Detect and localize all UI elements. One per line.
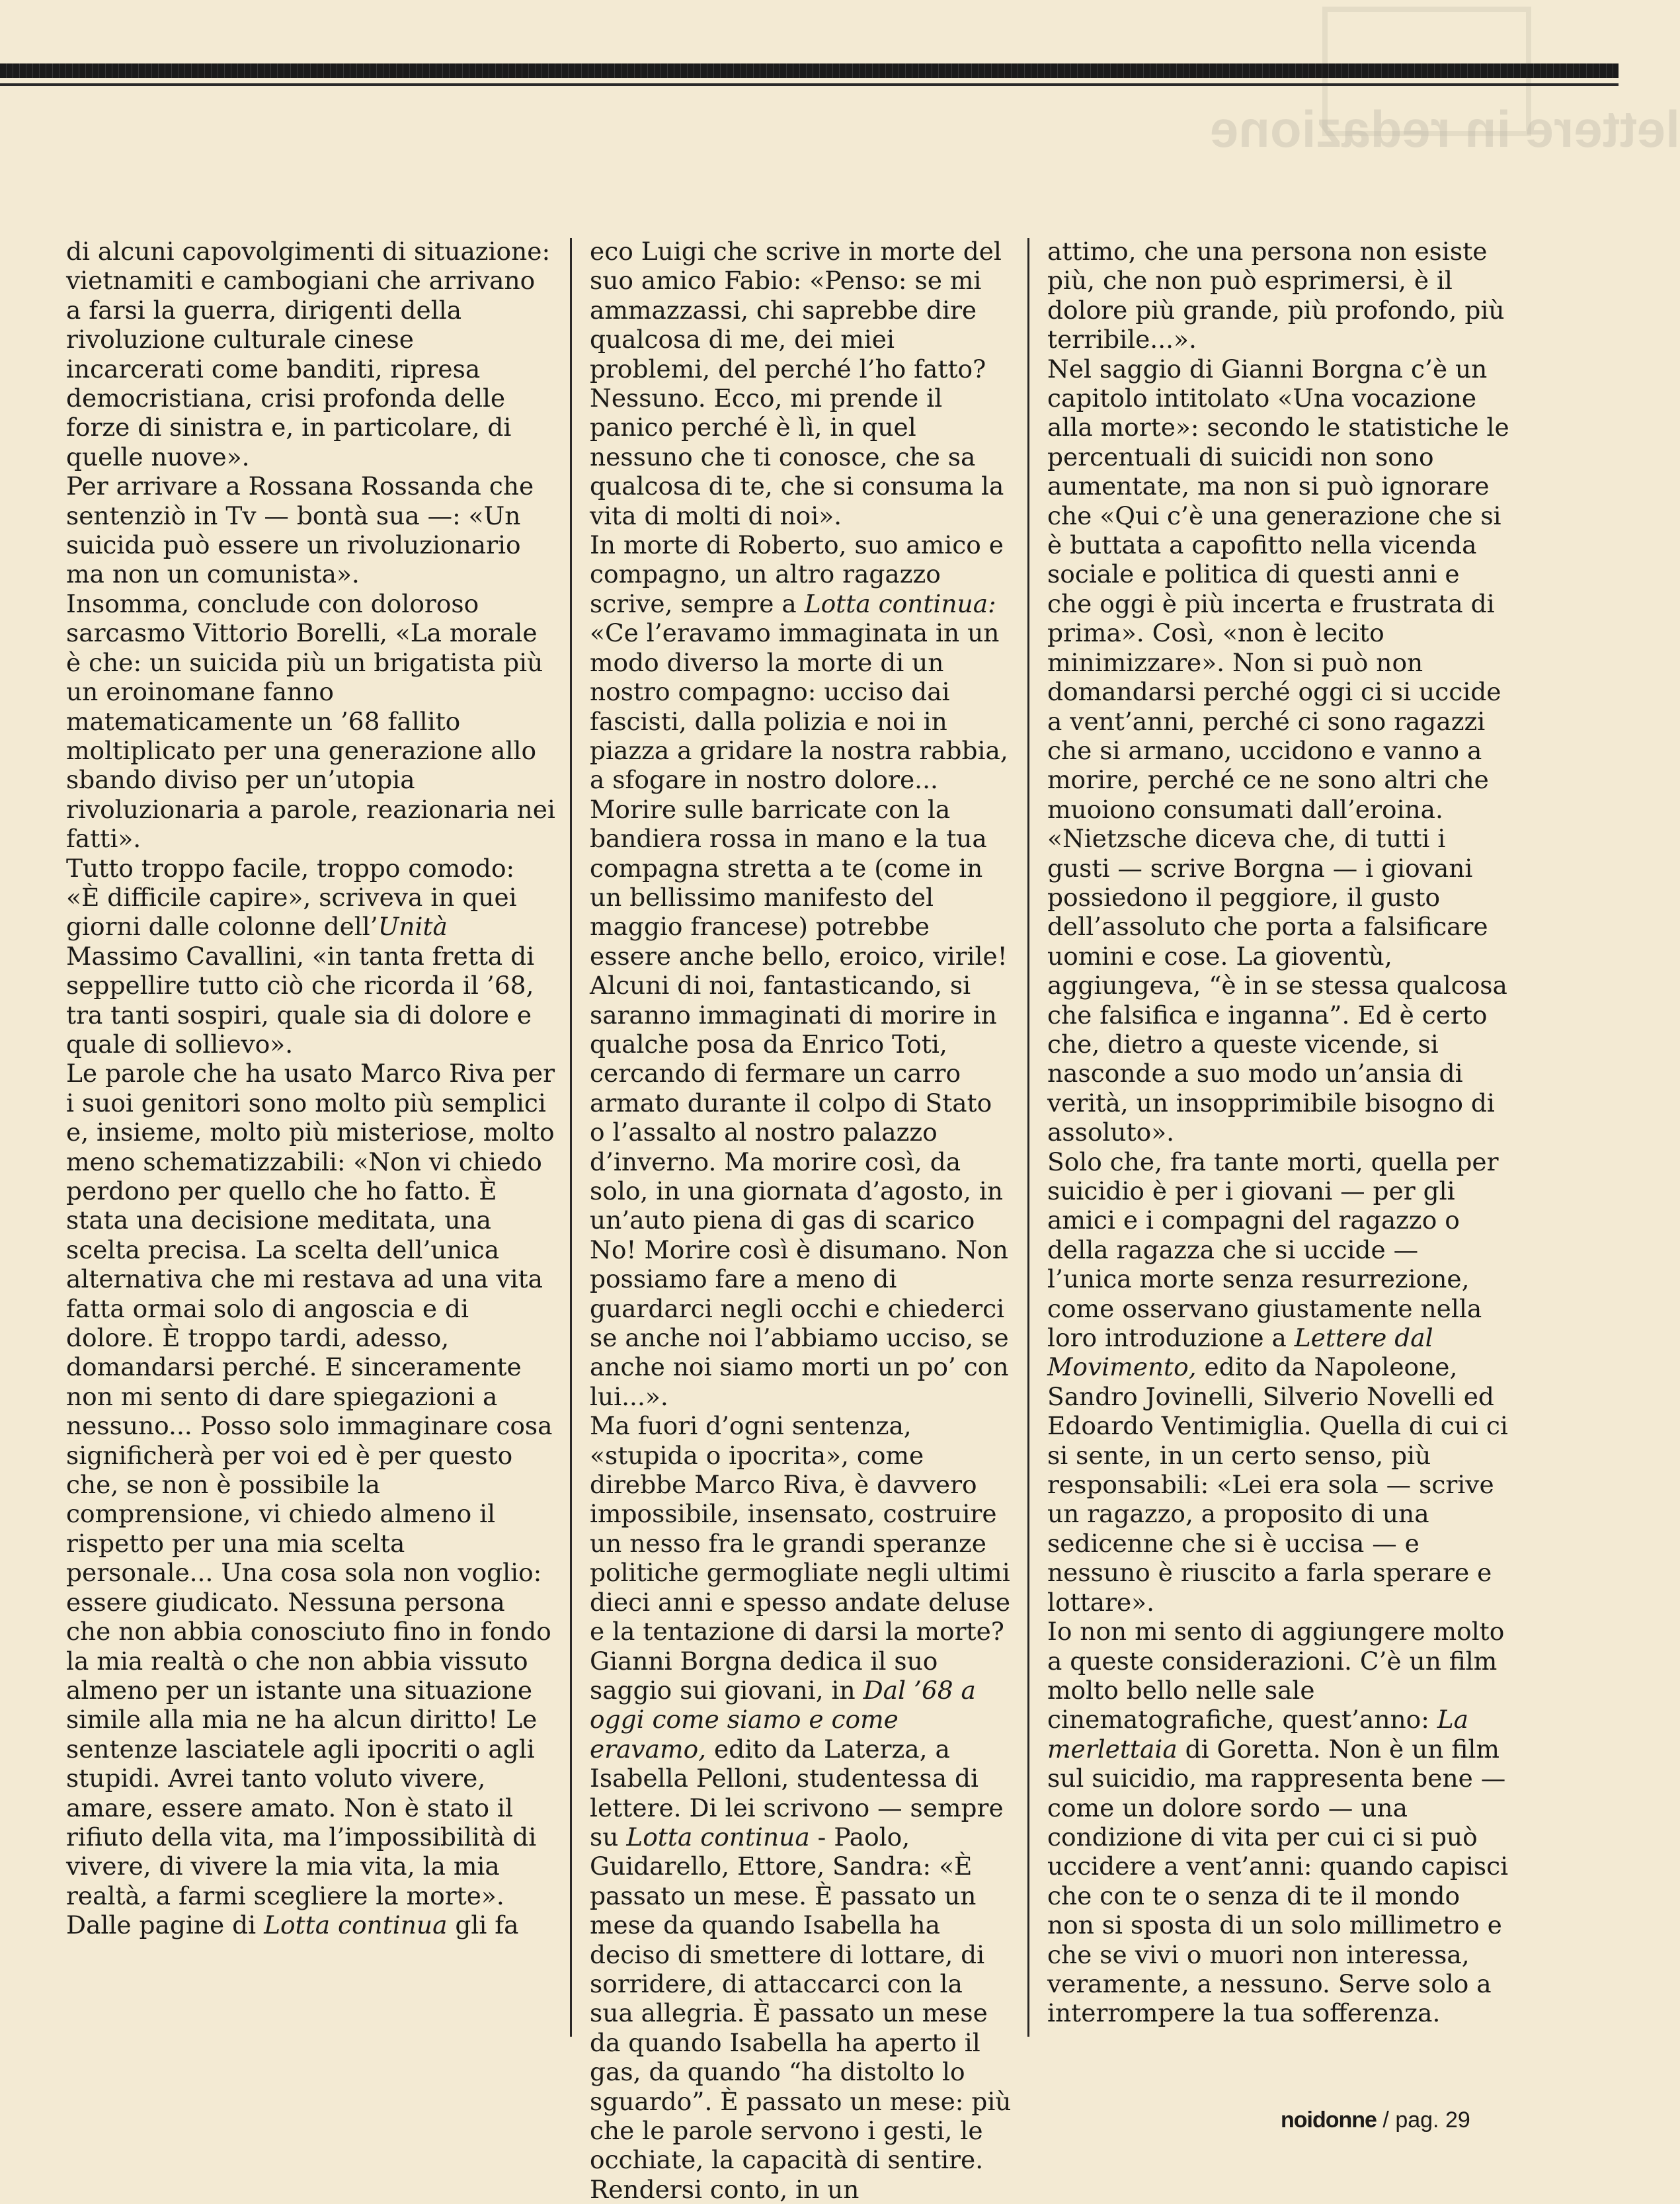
paragraph-text: di alcuni capovolgimenti di situazione: vietnamiti e cambogiani che arrivano a farsi la guerra, dirigenti della rivoluzione culturale cinese incarcerati come banditi, ripresa democristiana, crisi profonda delle forze di sinistra e, in particolare, di quelle nuove».	[66, 237, 550, 471]
italic-title-text: Lettere dal Movimento,	[1047, 1323, 1433, 1381]
paragraph-text: Nel saggio di Gianni Borgna c’è un capitolo intitolato «Una vocazione alla morte»: secondo le statistiche le percentuali di suicidi non sono aumentate, ma non si può ignorare che «Qui c’è una generazione che si è buttata a capofitto nella vicenda sociale e politica di questi anni e che oggi è più incerta e frustrata di prima». Così, «non è lecito minimizzare». Non si può non domandarsi perché oggi ci si uccide a vent’anni, perché ci sono ragazzi che si armano, uccidono e vanno a morire, perché ce ne sono altri che muoiono consumati dall’eroina.	[1047, 354, 1509, 824]
paragraph	[1047, 354, 1510, 825]
italic-title-text: Unità	[378, 912, 448, 941]
page-number: pag. 29	[1395, 2107, 1470, 2133]
italic-title-text: Lotta continua:	[805, 589, 996, 618]
italic-title-text: La merlettaia	[1047, 1705, 1468, 1763]
paragraph	[1047, 1617, 1510, 2028]
paragraph-text: Insomma, conclude con doloroso sarcasmo Vittorio Borelli, «La morale è che: un suicida più un brigatista più un eroinomane fanno matematicamente un ’68 fallito moltiplicato per una generazione allo sbando diviso per un’utopia rivoluzionaria a parole, reazionaria nei fatti».	[66, 589, 555, 853]
italic-title-text: Lotta continua	[626, 1822, 809, 1852]
paragraph-text: di Goretta. Non è un film sul suicidio, ma rappresenta bene — come un dolore sordo — una condizione di vita per cui ci si può uccidere a vent’anni: quando capisci che con te o senza di te il mondo non si sposta di un solo millimetro e che se vivi o muori non interessa, veramente, a nessuno. Serve solo a interrompere la tua sofferenza.	[1047, 1735, 1508, 2028]
paragraph	[590, 1647, 1013, 2204]
paragraph	[66, 1059, 555, 1910]
paragraph-text: gli fa	[447, 1910, 518, 1939]
paragraph-text: Solo che, fra tante morti, quella per suicidio è per i giovani — per gli amici e i compagni del ragazzo o della ragazza che si uccide — l’unica morte senza resurrezione, come osservano giustamente nella loro introduzione a	[1047, 1147, 1499, 1352]
paragraph-text: edito da Napoleone, Sandro Jovinelli, Silverio Novelli ed Edoardo Ventimiglia. Quella di cui ci si sente, in un certo senso, più responsabili: «Lei era sola — scrive un ragazzo, a proposito di una sedicenne che si è uccisa — e nessuno è riuscito a farla sperare e lottare».	[1047, 1352, 1508, 1616]
paragraph-text: Io non mi sento di aggiungere molto a queste considerazioni. C’è un film molto bello nelle sale cinematografiche, quest’anno:	[1047, 1617, 1504, 1734]
paragraph	[66, 589, 555, 854]
italic-title-text: Lotta continua	[264, 1910, 447, 1939]
paragraph-text: In morte di Roberto, suo amico e compagno, un altro ragazzo scrive, sempre a	[590, 530, 1004, 618]
paragraph-text: edito da Laterza, a Isabella Pelloni, studentessa di lettere. Di lei scrivono — sempre su	[590, 1735, 1004, 1852]
top-rule	[0, 63, 1619, 78]
paragraph-text: Le parole che ha usato Marco Riva per i suoi genitori sono molto più semplici e, insieme, molto più misteriose, molto meno schematizzabili: «Non vi chiedo perdono per quello che ho fatto. È stata una decisione meditata, una scelta precisa. La scelta dell’unica alternativa che mi restava ad una vita fatta ormai solo di angoscia e di dolore. È troppo tardi, adesso, domandarsi perché. E sinceramente non mi sento di dare spiegazioni a nessuno... Posso solo immaginare cosa significherà per voi ed è per questo che, se non è possibile la comprensione, vi chiedo almeno il rispetto per una mia scelta personale... Una cosa sola non voglio: essere giudicato. Nessuna persona che non abbia conosciuto fino in fondo la mia realtà o che non abbia vissuto almeno per un istante una situazione simile alla mia ne ha alcun diritto! Le sentenze lasciatele agli ipocriti o agli stupidi. Avrei tanto voluto vivere, amare, essere amato. Non è stato il rifiuto della vita, ma l’impossibilità di vivere, di vivere la mia vita, la mia realtà, a farmi scegliere la morte».	[66, 1059, 555, 1910]
top-rule-thin	[0, 83, 1619, 86]
magazine-name: noidonne	[1281, 2107, 1377, 2133]
footer-separator: /	[1382, 2107, 1388, 2133]
column-divider-1	[570, 238, 572, 2037]
article-column-1	[66, 237, 555, 2042]
paragraph	[590, 1411, 1013, 1646]
paragraph-text: attimo, che una persona non esiste più, che non può esprimersi, è il dolore più grande, più profondo, più terribile...».	[1047, 237, 1505, 354]
paragraph	[66, 854, 555, 1059]
paragraph-text: Tutto troppo facile, troppo comodo: «È difficile capire», scriveva in quei giorni dalle colonne dell’	[66, 854, 517, 942]
paragraph	[66, 237, 555, 471]
paragraph	[590, 237, 1013, 530]
column-divider-2	[1027, 238, 1029, 2037]
paragraph-text: Ma fuori d’ogni sentenza, «stupida o ipocrita», come direbbe Marco Riva, è davvero impossibile, insensato, costruire un nesso fra le grandi speranze politiche germogliate negli ultimi dieci anni e spesso andate deluse e la tentazione di darsi la morte?	[590, 1411, 1010, 1646]
paragraph	[590, 530, 1013, 1411]
page-footer	[1281, 2107, 1470, 2133]
paragraph	[66, 1910, 555, 1939]
paragraph	[1047, 237, 1510, 354]
italic-title-text: Dal ’68 a oggi come siamo e come eravamo,	[590, 1676, 976, 1764]
article-column-3	[1047, 237, 1510, 2042]
paragraph-text: Per arrivare a Rossana Rossanda che sentenziò in Tv — bontà sua —: «Un suicida può essere un rivoluzionario ma non un comunista».	[66, 471, 534, 589]
paragraph-text: eco Luigi che scrive in morte del suo amico Fabio: «Penso: se mi ammazzassi, chi saprebbe dire qualcosa di me, dei miei problemi, del perché l’ho fatto? Nessuno. Ecco, mi prende il panico perché è lì, in quel nessuno che ti conosce, che sa qualcosa di te, che si consuma la vita di molti di noi».	[590, 237, 1004, 530]
paragraph-text: Dalle pagine di	[66, 1910, 264, 1939]
paragraph	[1047, 824, 1510, 1147]
paragraph-text: Massimo Cavallini, «in tanta fretta di seppellire tutto ciò che ricorda il ’68, tra tanti sospiri, quale sia di dolore e quale di sollievo».	[66, 942, 534, 1059]
paragraph-text: «Nietzsche diceva che, di tutti i gusti — scrive Borgna — i giovani possiedono il peggiore, il gusto dell’assoluto che porta a falsificare uomini e cose. La gioventù, aggiungeva, “è in se stessa qualcosa che falsifica e inganna”. Ed è certo che, dietro a queste vicende, si nasconde a suo modo un’ansia di verità, un insopprimibile bisogno di assoluto».	[1047, 824, 1507, 1147]
show-through-heading: lettere in redazione	[1210, 99, 1680, 159]
article-column-2	[590, 237, 1013, 2042]
paragraph	[66, 471, 555, 589]
paragraph-text: Gianni Borgna dedica il suo saggio sui giovani, in	[590, 1647, 938, 1705]
paragraph	[1047, 1147, 1510, 1617]
paragraph-text: - Paolo, Guidarello, Ettore, Sandra: «È passato un mese. È passato un mese da quando Isabella ha deciso di smettere di lottare, di sorridere, di attaccarci con la sua allegria. È passato un mese da quando Isabella ha aperto il gas, da quando “ha distolto lo sguardo”. È passato un mese: più che le parole servono i gesti, le occhiate, la capacità di sentire. Rendersi conto, in un	[590, 1822, 1011, 2204]
paragraph-text: «Ce l’eravamo immaginata in un modo diverso la morte di un nostro compagno: ucciso dai fascisti, dalla polizia e noi in piazza a gridare la nostra rabbia, a sfogare in nostro dolore... Morire sulle barricate con la bandiera rossa in mano e la tua compagna stretta a te (come in un bellissimo manifesto del maggio francese) potrebbe essere anche bello, eroico, virile! Alcuni di noi, fantasticando, si saranno immaginati di morire in qualche posa da Enrico Toti, cercando di fermare un carro armato durante il colpo di Stato o l’assalto al nostro palazzo d’inverno. Ma morire così, da solo, in una giornata d’agosto, in un’auto piena di gas di scarico No! Morire così è disumano. Non possiamo fare a meno di guardarci negli occhi e chiederci se anche noi l’abbiamo ucciso, se anche noi siamo morti un po’ con lui...».	[590, 618, 1009, 1411]
